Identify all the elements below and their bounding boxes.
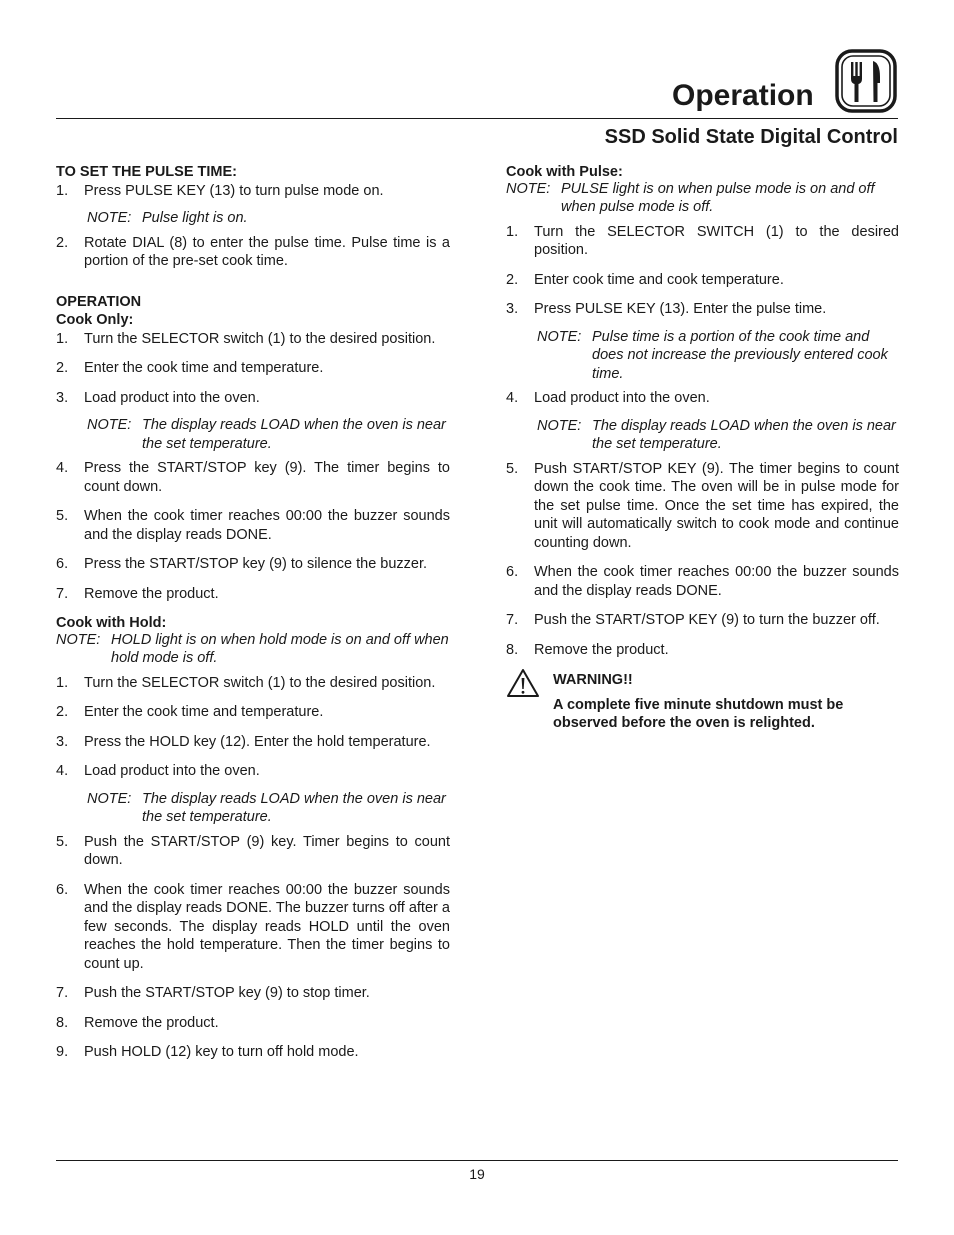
- list-item: 2. Rotate DIAL (8) to enter the pulse time. Pulse time is a portion of the pre-set cook time.: [56, 234, 450, 269]
- list-item: 1. Turn the SELECTOR SWITCH (1) to the desired position.: [506, 223, 899, 258]
- list-item: 3. Load product into the oven.: [56, 389, 260, 406]
- list-item: 2. Enter cook time and cook temperature.: [506, 271, 784, 288]
- left-column: [56, 163, 450, 1073]
- list-item: 7. Push the START/STOP KEY (9) to turn the buzzer off.: [506, 612, 880, 628]
- list-item: 6. Press the START/STOP key (9) to silence the buzzer.: [56, 556, 428, 572]
- list-item: 5. When the cook timer reaches 00:00 the buzzer sounds and the display reads DONE.: [56, 508, 450, 543]
- list-item: 8. Remove the product.: [56, 1014, 219, 1031]
- list-item: 7. Remove the product.: [56, 585, 219, 602]
- warning-triangle-icon: [506, 668, 540, 698]
- pulse-time-heading: TO SET THE PULSE TIME:: [56, 164, 237, 180]
- list-item: 2. Enter the cook time and temperature.: [56, 704, 324, 720]
- footer-rule: [56, 1160, 898, 1161]
- list-item: 5. Push START/STOP KEY (9). The timer begins to count down the cook time. The oven will be in pulse mode for the set pulse time. Once the set time has expired, the unit will automatically switch to cook mode and continue counting down.: [506, 460, 899, 551]
- list-item: 8. Remove the product.: [506, 641, 669, 658]
- list-item: 4. Load product into the oven.: [56, 763, 260, 779]
- warning-title: WARNING!!: [553, 672, 633, 688]
- note: NOTE: The display reads LOAD when the oven is near the set temperature.: [87, 417, 446, 452]
- cook-pulse-heading: Cook with Pulse:: [506, 164, 623, 180]
- note: NOTE: Pulse light is on.: [87, 210, 248, 226]
- list-item: 4. Load product into the oven.: [506, 390, 710, 406]
- page-title: Operation: [672, 79, 814, 112]
- cook-hold-heading: Cook with Hold:: [56, 615, 167, 631]
- list-item: 4. Press the START/STOP key (9). The timer begins to count down.: [56, 460, 450, 495]
- list-item: 5. Push the START/STOP (9) key. Timer begins to count down.: [56, 833, 450, 868]
- list-item: 9. Push HOLD (12) key to turn off hold mode.: [56, 1044, 359, 1060]
- fork-knife-icon: [835, 49, 897, 113]
- note: NOTE: The display reads LOAD when the oven is near the set temperature.: [537, 417, 896, 452]
- cook-only-heading: Cook Only:: [56, 312, 134, 328]
- list-item: 2. Enter the cook time and temperature.: [56, 360, 324, 376]
- list-item: 6. When the cook timer reaches 00:00 the buzzer sounds and the display reads DONE. The buzzer turns off after a few seconds. The display reads HOLD until the oven reaches the hold temperature. Then the timer begins to count up.: [56, 881, 450, 972]
- list-item: 3. Press PULSE KEY (13). Enter the pulse time.: [506, 301, 827, 317]
- list-item: 6. When the cook timer reaches 00:00 the buzzer sounds and the display reads DONE.: [506, 564, 899, 599]
- note: NOTE: The display reads LOAD when the oven is near the set temperature.: [87, 790, 446, 825]
- operation-heading: OPERATION: [56, 293, 142, 310]
- list-item: 1. Turn the SELECTOR switch (1) to the desired position.: [56, 674, 436, 691]
- list-item: 7. Push the START/STOP key (9) to stop timer.: [56, 985, 370, 1001]
- section-subtitle: SSD Solid State Digital Control: [604, 126, 898, 148]
- header-rule: [56, 118, 898, 119]
- warning-box: [506, 671, 899, 733]
- right-column: [506, 163, 899, 733]
- note: NOTE: Pulse time is a portion of the cook time and does not increase the previously entered cook time.: [537, 328, 888, 382]
- note: NOTE: HOLD light is on when hold mode is on and off when hold mode is off.: [56, 631, 449, 666]
- list-item: 1. Press PULSE KEY (13) to turn pulse mode on.: [56, 182, 384, 199]
- warning-text: A complete five minute shutdown must be observed before the oven is relighted.: [553, 696, 844, 731]
- list-item: 3. Press the HOLD key (12). Enter the hold temperature.: [56, 733, 431, 750]
- page-number: 19: [469, 1166, 485, 1182]
- note: NOTE: PULSE light is on when pulse mode is on and off when pulse mode is off.: [506, 180, 875, 215]
- list-item: 1. Turn the SELECTOR switch (1) to the desired position.: [56, 330, 436, 347]
